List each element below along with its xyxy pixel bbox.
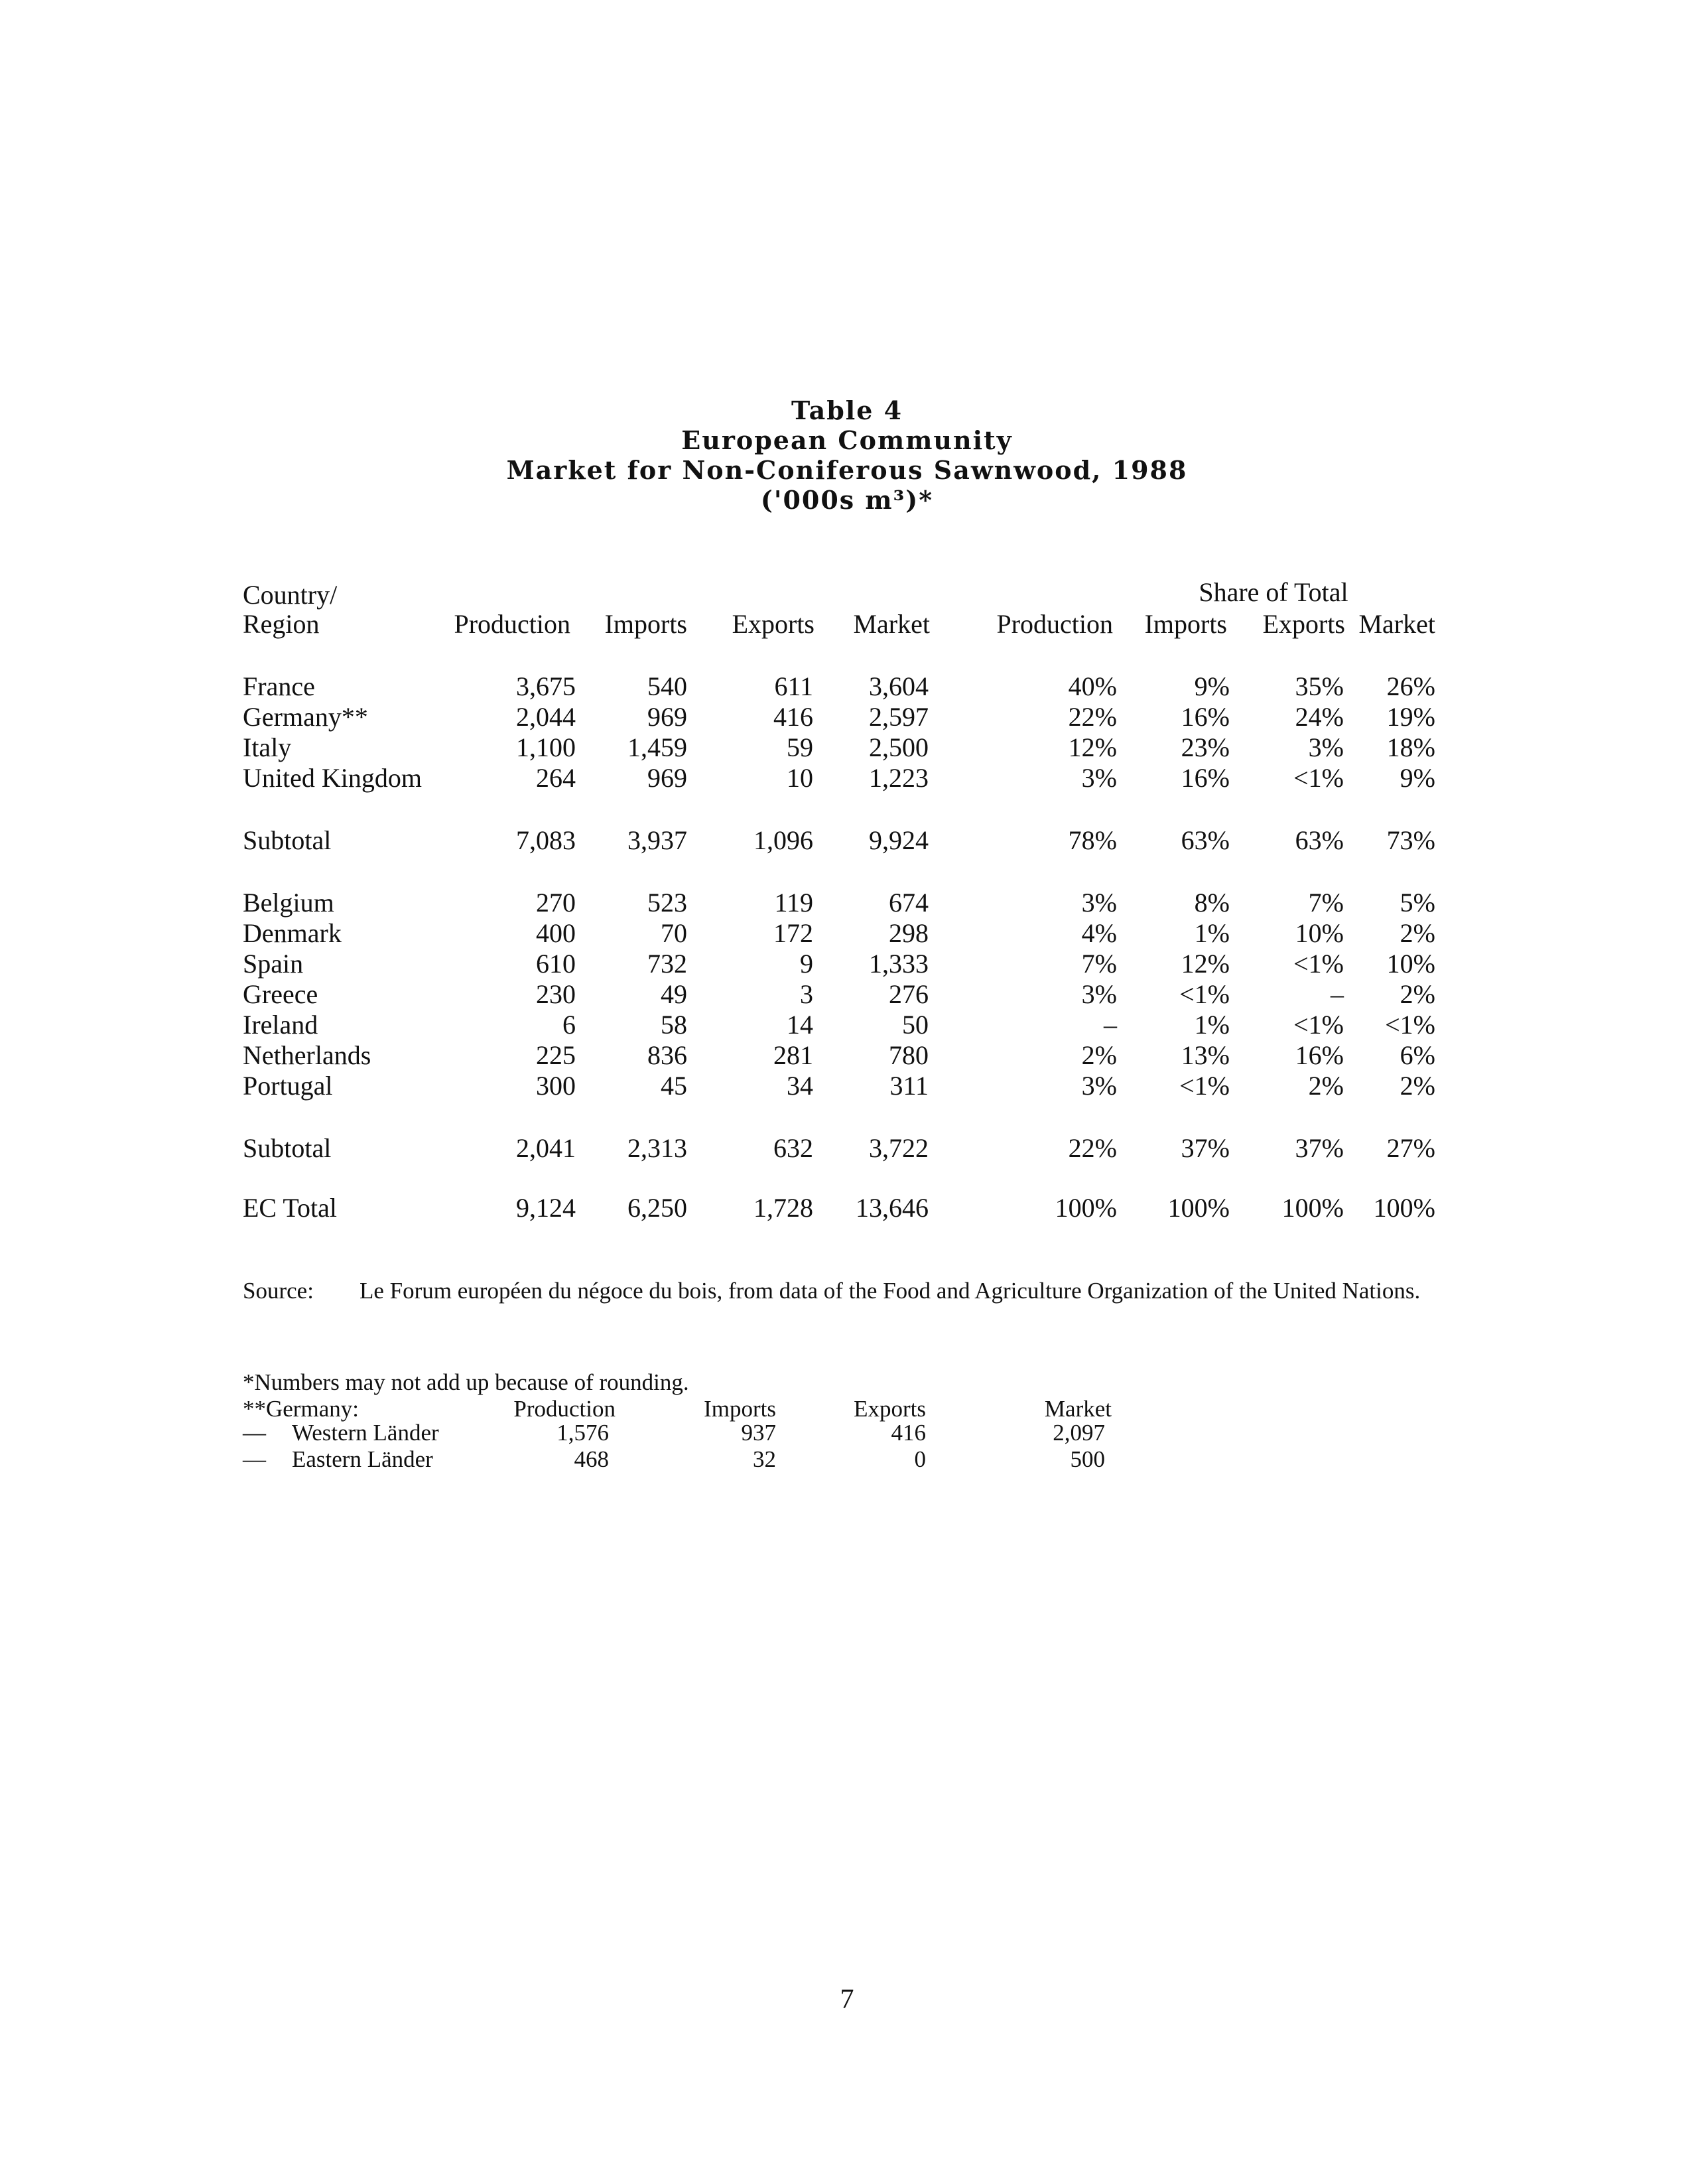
cell-s-mkt: 26% [1386, 671, 1435, 701]
cell-s-exp: 35% [1295, 671, 1344, 701]
row-country: Spain [243, 949, 304, 979]
cell-market: 3,604 [869, 671, 929, 701]
header-imports: Imports [604, 609, 687, 639]
cell-market: 13,646 [856, 1193, 929, 1223]
cell-s-mkt: 18% [1386, 732, 1435, 762]
cell-imports: 540 [647, 671, 687, 701]
footnote-col-market: Market [1044, 1396, 1112, 1422]
cell-s-imp: 8% [1194, 888, 1230, 918]
cell-s-imp: <1% [1179, 1071, 1230, 1101]
title-line-4: ('000s m³)* [760, 485, 934, 515]
cell-s-imp: 12% [1181, 949, 1230, 979]
title-line-1: Table 4 [791, 395, 903, 425]
cell-production: 264 [536, 763, 576, 793]
source-label: Source: [243, 1278, 314, 1304]
row-country: Portugal [243, 1071, 333, 1101]
cell-market: 1,223 [869, 763, 929, 793]
row-country: United Kingdom [243, 763, 422, 793]
cell-s-imp: 1% [1194, 1010, 1230, 1040]
cell-s-imp: <1% [1179, 979, 1230, 1009]
cell-s-prod: – [1104, 1010, 1117, 1040]
cell-market: 674 [889, 888, 929, 918]
cell-market: 500 [1070, 1446, 1105, 1472]
footnote-col-exports: Exports [854, 1396, 926, 1422]
cell-exports: 34 [787, 1071, 813, 1101]
cell-market: 311 [889, 1071, 929, 1101]
cell-s-imp: 100% [1167, 1193, 1230, 1223]
cell-s-exp: – [1331, 979, 1344, 1009]
cell-s-mkt: 6% [1400, 1040, 1435, 1070]
cell-imports: 969 [647, 702, 687, 732]
cell-s-mkt: 10% [1386, 949, 1435, 979]
cell-imports: 836 [647, 1040, 687, 1070]
cell-production: 2,041 [516, 1133, 576, 1163]
cell-exports: 14 [787, 1010, 813, 1040]
footnote-rounding: *Numbers may not add up because of rounding. [243, 1369, 689, 1395]
cell-s-prod: 4% [1081, 918, 1117, 948]
cell-market: 9,924 [869, 825, 929, 855]
title-line-2: European Community [681, 425, 1013, 455]
cell-exports: 172 [773, 918, 813, 948]
cell-exports: 3 [800, 979, 813, 1009]
cell-exports: 1,096 [753, 825, 813, 855]
cell-production: 3,675 [516, 671, 576, 701]
cell-s-prod: 3% [1081, 979, 1117, 1009]
header-country-line2: Region [243, 609, 320, 639]
cell-imports: 2,313 [627, 1133, 687, 1163]
cell-production: 270 [536, 888, 576, 918]
header-share-exports: Exports [1262, 609, 1345, 639]
footnote-col-production: Production [513, 1396, 616, 1422]
cell-s-imp: 63% [1181, 825, 1230, 855]
cell-market: 298 [889, 918, 929, 948]
cell-imports: 937 [741, 1420, 776, 1446]
cell-s-exp: <1% [1293, 763, 1344, 793]
cell-imports: 49 [661, 979, 687, 1009]
cell-s-prod: 3% [1081, 888, 1117, 918]
cell-imports: 32 [753, 1446, 776, 1472]
cell-production: 400 [536, 918, 576, 948]
cell-market: 2,500 [869, 732, 929, 762]
cell-production: 2,044 [516, 702, 576, 732]
cell-s-imp: 16% [1181, 702, 1230, 732]
cell-s-exp: 10% [1295, 918, 1344, 948]
header-production: Production [454, 609, 570, 639]
cell-imports: 70 [661, 918, 687, 948]
cell-s-prod: 3% [1081, 763, 1117, 793]
row-region-name: Western Länder [292, 1420, 439, 1446]
page-number: 7 [840, 1984, 854, 2015]
cell-s-mkt: 2% [1400, 1071, 1435, 1101]
cell-s-mkt: 9% [1400, 763, 1435, 793]
cell-imports: 45 [661, 1071, 687, 1101]
cell-production: 1,576 [556, 1420, 609, 1446]
header-market: Market [853, 609, 930, 639]
footnote-col-imports: Imports [704, 1396, 776, 1422]
cell-s-exp: <1% [1293, 1010, 1344, 1040]
cell-production: 7,083 [516, 825, 576, 855]
header-country-line1: Country/ [243, 580, 338, 610]
header-share-production: Production [996, 609, 1113, 639]
cell-s-mkt: 2% [1400, 918, 1435, 948]
cell-s-exp: 63% [1295, 825, 1344, 855]
cell-market: 780 [889, 1040, 929, 1070]
cell-market: 1,333 [869, 949, 929, 979]
cell-s-imp: 1% [1194, 918, 1230, 948]
cell-imports: 732 [647, 949, 687, 979]
row-country: Germany** [243, 702, 368, 732]
cell-market: 2,597 [869, 702, 929, 732]
cell-s-mkt: 5% [1400, 888, 1435, 918]
cell-s-mkt: 100% [1373, 1193, 1435, 1223]
cell-imports: 6,250 [627, 1193, 687, 1223]
cell-s-imp: 9% [1194, 671, 1230, 701]
row-country: Italy [243, 732, 292, 762]
cell-s-mkt: 2% [1400, 979, 1435, 1009]
cell-s-prod: 78% [1068, 825, 1117, 855]
cell-production: 300 [536, 1071, 576, 1101]
header-share-of-total: Share of Total [1199, 577, 1348, 607]
cell-s-exp: 7% [1308, 888, 1344, 918]
cell-s-exp: 37% [1295, 1133, 1344, 1163]
table-title [0, 395, 1694, 515]
cell-s-prod: 22% [1068, 1133, 1117, 1163]
cell-market: 3,722 [869, 1133, 929, 1163]
cell-s-imp: 23% [1181, 732, 1230, 762]
cell-s-prod: 12% [1068, 732, 1117, 762]
cell-production: 225 [536, 1040, 576, 1070]
cell-market: 2,097 [1053, 1420, 1105, 1446]
row-country: Subtotal [243, 1133, 332, 1163]
cell-s-prod: 7% [1081, 949, 1117, 979]
cell-s-imp: 37% [1181, 1133, 1230, 1163]
cell-imports: 523 [647, 888, 687, 918]
cell-s-exp: 3% [1308, 732, 1344, 762]
row-country: Netherlands [243, 1040, 371, 1070]
cell-s-prod: 40% [1068, 671, 1117, 701]
row-dash: — [243, 1446, 266, 1472]
cell-exports: 1,728 [753, 1193, 813, 1223]
cell-s-mkt: 19% [1386, 702, 1435, 732]
cell-s-imp: 13% [1181, 1040, 1230, 1070]
cell-exports: 10 [787, 763, 813, 793]
cell-exports: 281 [773, 1040, 813, 1070]
cell-exports: 611 [774, 671, 813, 701]
cell-production: 1,100 [516, 732, 576, 762]
cell-production: 9,124 [516, 1193, 576, 1223]
row-country: EC Total [243, 1193, 338, 1223]
cell-s-exp: <1% [1293, 949, 1344, 979]
cell-s-prod: 100% [1055, 1193, 1117, 1223]
cell-s-prod: 3% [1081, 1071, 1117, 1101]
cell-exports: 416 [773, 702, 813, 732]
row-country: Greece [243, 979, 318, 1009]
cell-production: 610 [536, 949, 576, 979]
row-country: Denmark [243, 918, 342, 948]
cell-production: 468 [574, 1446, 609, 1472]
row-country: Ireland [243, 1010, 318, 1040]
cell-exports: 9 [800, 949, 813, 979]
cell-production: 230 [536, 979, 576, 1009]
cell-exports: 59 [787, 732, 813, 762]
cell-market: 50 [902, 1010, 929, 1040]
cell-s-prod: 22% [1068, 702, 1117, 732]
cell-s-exp: 100% [1281, 1193, 1344, 1223]
row-country: Belgium [243, 888, 334, 918]
cell-imports: 969 [647, 763, 687, 793]
cell-s-mkt: 27% [1386, 1133, 1435, 1163]
cell-s-imp: 16% [1181, 763, 1230, 793]
cell-production: 6 [562, 1010, 576, 1040]
cell-s-exp: 16% [1295, 1040, 1344, 1070]
cell-imports: 1,459 [627, 732, 687, 762]
cell-exports: 632 [773, 1133, 813, 1163]
cell-s-mkt: 73% [1386, 825, 1435, 855]
header-share-imports: Imports [1144, 609, 1227, 639]
cell-s-exp: 2% [1308, 1071, 1344, 1101]
source-text: Le Forum européen du négoce du bois, from data of the Food and Agriculture Organization of the United Nations. [359, 1278, 1421, 1304]
cell-imports: 3,937 [627, 825, 687, 855]
cell-exports: 416 [891, 1420, 926, 1446]
cell-market: 276 [889, 979, 929, 1009]
cell-exports: 119 [774, 888, 813, 918]
title-line-3: Market for Non-Coniferous Sawnwood, 1988 [506, 455, 1188, 485]
header-share-market: Market [1358, 609, 1435, 639]
row-dash: — [243, 1420, 266, 1446]
row-country: France [243, 671, 315, 701]
cell-s-exp: 24% [1295, 702, 1344, 732]
row-country: Subtotal [243, 825, 332, 855]
cell-s-prod: 2% [1081, 1040, 1117, 1070]
footnote-germany-label: **Germany: [243, 1396, 359, 1422]
cell-exports: 0 [914, 1446, 926, 1472]
row-region-name: Eastern Länder [292, 1446, 433, 1472]
cell-s-mkt: <1% [1385, 1010, 1435, 1040]
header-exports: Exports [732, 609, 814, 639]
cell-imports: 58 [661, 1010, 687, 1040]
